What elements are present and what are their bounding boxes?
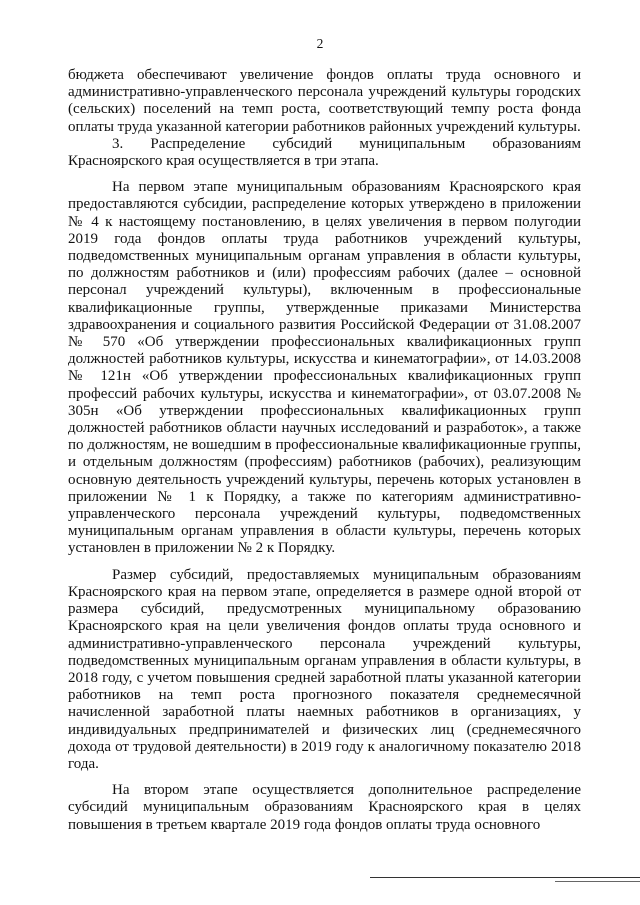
paragraph-continuation: бюджета обеспечивают увеличение фондов оплаты труда основного и административно-управленческого персонала учреждений культуры городских (сельских) поселений на темп роста, соответствующий темпу роста фонда оплаты труда указанной категории работников районных учреждений культуры.: [68, 67, 581, 135]
footer-rule: [370, 877, 640, 878]
paragraph-subsidy-size: Размер субсидий, предоставляемых муниципальным образованиям Красноярского края на первом этапе, определяется в размере одной второй от размера субсидий, предусмотренных муниципальному образованию Красноярского края на цели увеличения фондов оплаты труда основного и административно-управленческого персонала учреждений культуры, подведомственных муниципальным органам управления в области культуры, в 2018 году, с учетом повышения средней заработной платы указанной категории работников на темп роста прогнозного показателя среднемесячной начисленной заработной платы наемных работников в организациях, у индивидуальных предпринимателей и физических лиц (среднемесячного дохода от трудовой деятельности) в 2019 году к аналогичному показателю 2018 года.: [68, 566, 581, 772]
paragraph-second-stage: На втором этапе осуществляется дополнительное распределение субсидий муниципальным образованиям Красноярского края в целях повышения в третьем квартале 2019 года фондов оплаты труда основного: [68, 782, 581, 833]
footer-rule-secondary: [555, 881, 640, 882]
paragraph-item-3: 3. Распределение субсидий муниципальным образованиям Красноярского края осуществляется в три этапа.: [68, 135, 581, 170]
paragraph-first-stage: На первом этапе муниципальным образованиям Красноярского края предоставляются субсидии, распределение которых утверждено в приложении № 4 к настоящему постановлению, в целях увеличения в первом полугодии 2019 года фондов оплаты труда работников учреждений культуры, подведомственных муниципальным органам управления в области культуры, по должностям работников и (или) профессиям рабочих (далее – основной персонал учреждений культуры), включенным в профессиональные квалификационные группы, утвержденные приказами Министерства здравоохранения и социального развития Российской Федерации от 31.08.2007 № 570 «Об утверждении профессиональных квалификационных групп должностей работников культуры, искусства и кинематографии», от 14.03.2008 № 121н «Об утверждении профессиональных квалификационных групп профессий рабочих культуры, искусства и кинематографии», от 03.07.2008 № 305н «Об утверждении профессиональных квалификационных групп должностей работников области научных исследований и разработок», а также по должностям, не вошедшим в профессиональные квалификационные группы, и отдельным должностям (профессиям) работников (рабочих), реализующим основную деятельность учреждений культуры, перечень которых установлен в приложении № 1 к Порядку, а также по категориям административно-управленческого персонала учреждений культуры, подведомственных муниципальным органам управления в области культуры, перечень которых установлен в приложении № 2 к Порядку.: [68, 179, 581, 557]
document-body: [68, 67, 581, 834]
page-number: 2: [316, 36, 324, 51]
